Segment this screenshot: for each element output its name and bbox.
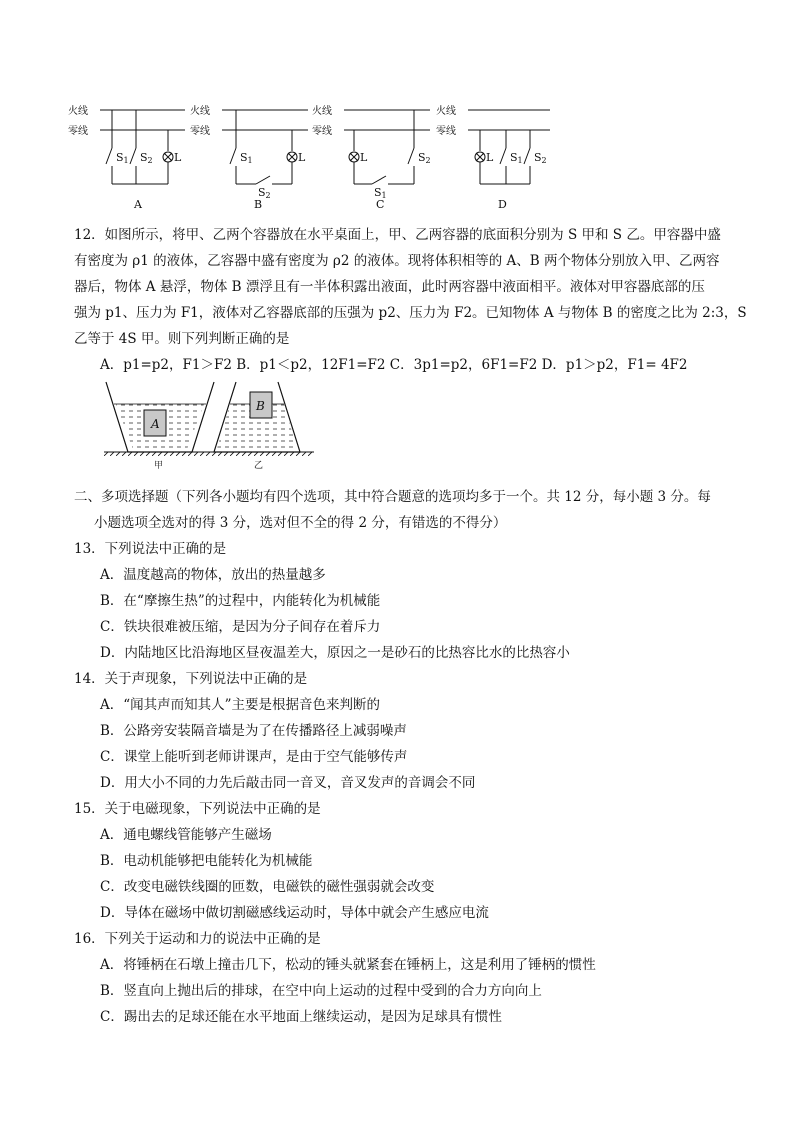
lamp-label-b: L: [298, 151, 306, 164]
lamp-label-d: L: [486, 151, 494, 164]
switch-s1-b-sub: 1: [247, 156, 253, 165]
q15-option-c: C．改变电磁铁线圈的匝数，电磁铁的磁性强弱就会改变: [100, 879, 435, 895]
live-wire-label-d: 火线: [436, 106, 456, 117]
q15-option-b: B．电动机能够把电能转化为机械能: [100, 853, 313, 869]
live-wire-label-a: 火线: [68, 106, 88, 117]
q14-option-c: C．课堂上能听到老师讲课声，是由于空气能够传声: [100, 749, 408, 765]
q14-option-b: B．公路旁安装隔音墙是为了在传播路径上减弱噪声: [100, 723, 407, 739]
section2-heading-line-2: 小题选项全选对的得 3 分，选对但不全的得 2 分，有错选的不得分）: [94, 515, 507, 531]
switch-s2-a: S: [140, 151, 148, 164]
switch-s2-a-sub: 2: [147, 156, 153, 165]
switch-s1-b: S: [240, 151, 248, 164]
q16-option-c: C．踢出去的足球还能在水平地面上继续运动，是因为足球具有惯性: [100, 1009, 502, 1025]
switch-s2-b-sub: 2: [265, 191, 271, 200]
q16-option-b: B．竖直向上抛出后的排球，在空中向上运动的过程中受到的合力方向向上: [100, 983, 542, 999]
svg-text:S1: [510, 151, 523, 165]
q12-options: A．p1=p2，F1＞F2 B．p1＜p2，12F1=F2 C．3p1=p2，6F1=F2 D．p1＞p2，F1= 4F2: [100, 357, 688, 373]
switch-s1-a: S: [116, 151, 124, 164]
switch-s2-c-sub: 2: [425, 156, 431, 165]
q12-line-5: 乙等于 4S 甲。则下列判断正确的是: [74, 331, 290, 347]
q15-stem: 15．关于电磁现象，下列说法中正确的是: [74, 801, 321, 817]
switch-s1-c: S: [374, 186, 382, 199]
switch-s2-b: S: [258, 186, 266, 199]
q13-option-d: D．内陆地区比沿海地区昼夜温差大，原因之一是砂石的比热容比水的比热容小: [100, 645, 570, 661]
circuit-label-d: D: [498, 198, 507, 211]
switch-s1-d: S: [510, 151, 518, 164]
neutral-wire-label-b: 零线: [190, 126, 210, 137]
switch-s2-d: S: [534, 151, 542, 164]
svg-text:S2: [140, 151, 153, 165]
q14-stem: 14．关于声现象，下列说法中正确的是: [74, 671, 308, 687]
svg-text:S2: [534, 151, 547, 165]
q15-option-a: A．通电螺线管能够产生磁场: [100, 827, 272, 843]
svg-text:S1: [240, 151, 253, 165]
circuit-label-a: A: [134, 198, 142, 211]
switch-s2-c: S: [418, 151, 426, 164]
svg-text:S2: [418, 151, 431, 165]
circuit-label-b: B: [254, 198, 263, 211]
q16-stem: 16．下列关于运动和力的说法中正确的是: [74, 931, 321, 947]
section2-heading-line-1: 二、多项选择题（下列各小题均有四个选项，其中符合题意的选项均多于一个。共 12 分，每小题 3 分。每: [74, 489, 711, 505]
neutral-wire-label-a: 零线: [68, 126, 88, 137]
q13-option-b: B．在“摩擦生热”的过程中，内能转化为机械能: [100, 593, 381, 609]
switch-s2-d-sub: 2: [541, 156, 547, 165]
svg-text:S1: [116, 151, 129, 165]
container-jia-label: 甲: [154, 461, 164, 470]
neutral-wire-label-d: 零线: [436, 126, 456, 137]
q15-option-d: D．导体在磁场中做切割磁感线运动时，导体中就会产生感应电流: [100, 905, 489, 921]
q12-line-4: 强为 p1、压力为 F1，液体对乙容器底部的压强为 p2、压力为 F2。已知物体 A 与物体 B 的密度之比为 2:3，S: [74, 305, 747, 321]
lamp-label-c: L: [360, 151, 368, 164]
q16-option-a: A．将锤柄在石墩上撞击几下，松动的锤头就紧套在锤柄上，这是利用了锤柄的惯性: [100, 957, 596, 973]
q13-option-c: C．铁块很难被压缩，是因为分子间存在着斥力: [100, 619, 381, 635]
container-figure: [104, 378, 314, 470]
switch-s1-c-sub: 1: [381, 191, 387, 200]
live-wire-label-b: 火线: [190, 106, 210, 117]
switch-s1-a-sub: 1: [123, 156, 129, 165]
container-yi-label: 乙: [254, 461, 264, 470]
circuit-diagrams: [60, 96, 560, 216]
lamp-label-a: L: [174, 151, 182, 164]
q12-line-1: 12．如图所示，将甲、乙两个容器放在水平桌面上，甲、乙两容器的底面积分别为 S 甲和 S 乙。甲容器中盛: [74, 227, 721, 243]
object-b-label: B: [256, 399, 265, 413]
q14-option-a: A．“闻其声而知其人”主要是根据音色来判断的: [100, 697, 381, 713]
switch-s1-d-sub: 1: [517, 156, 523, 165]
q13-option-a: A．温度越高的物体，放出的热量越多: [100, 567, 326, 583]
live-wire-label-c: 火线: [312, 106, 332, 117]
q12-line-3: 器后，物体 A 悬浮，物体 B 漂浮且有一半体积露出液面，此时两容器中液面相平。液体对甲容器底部的压: [74, 279, 705, 295]
neutral-wire-label-c: 零线: [312, 126, 332, 137]
q12-line-2: 有密度为 ρ1 的液体，乙容器中盛有密度为 ρ2 的液体。现将体积相等的 A、B 两个物体分别放入甲、乙两容: [74, 253, 720, 269]
circuit-label-c: C: [376, 198, 385, 211]
q13-stem: 13．下列说法中正确的是: [74, 541, 227, 557]
object-a-label: A: [151, 417, 160, 431]
q14-option-d: D．用大小不同的力先后敲击同一音叉，音叉发声的音调会不同: [100, 775, 476, 791]
